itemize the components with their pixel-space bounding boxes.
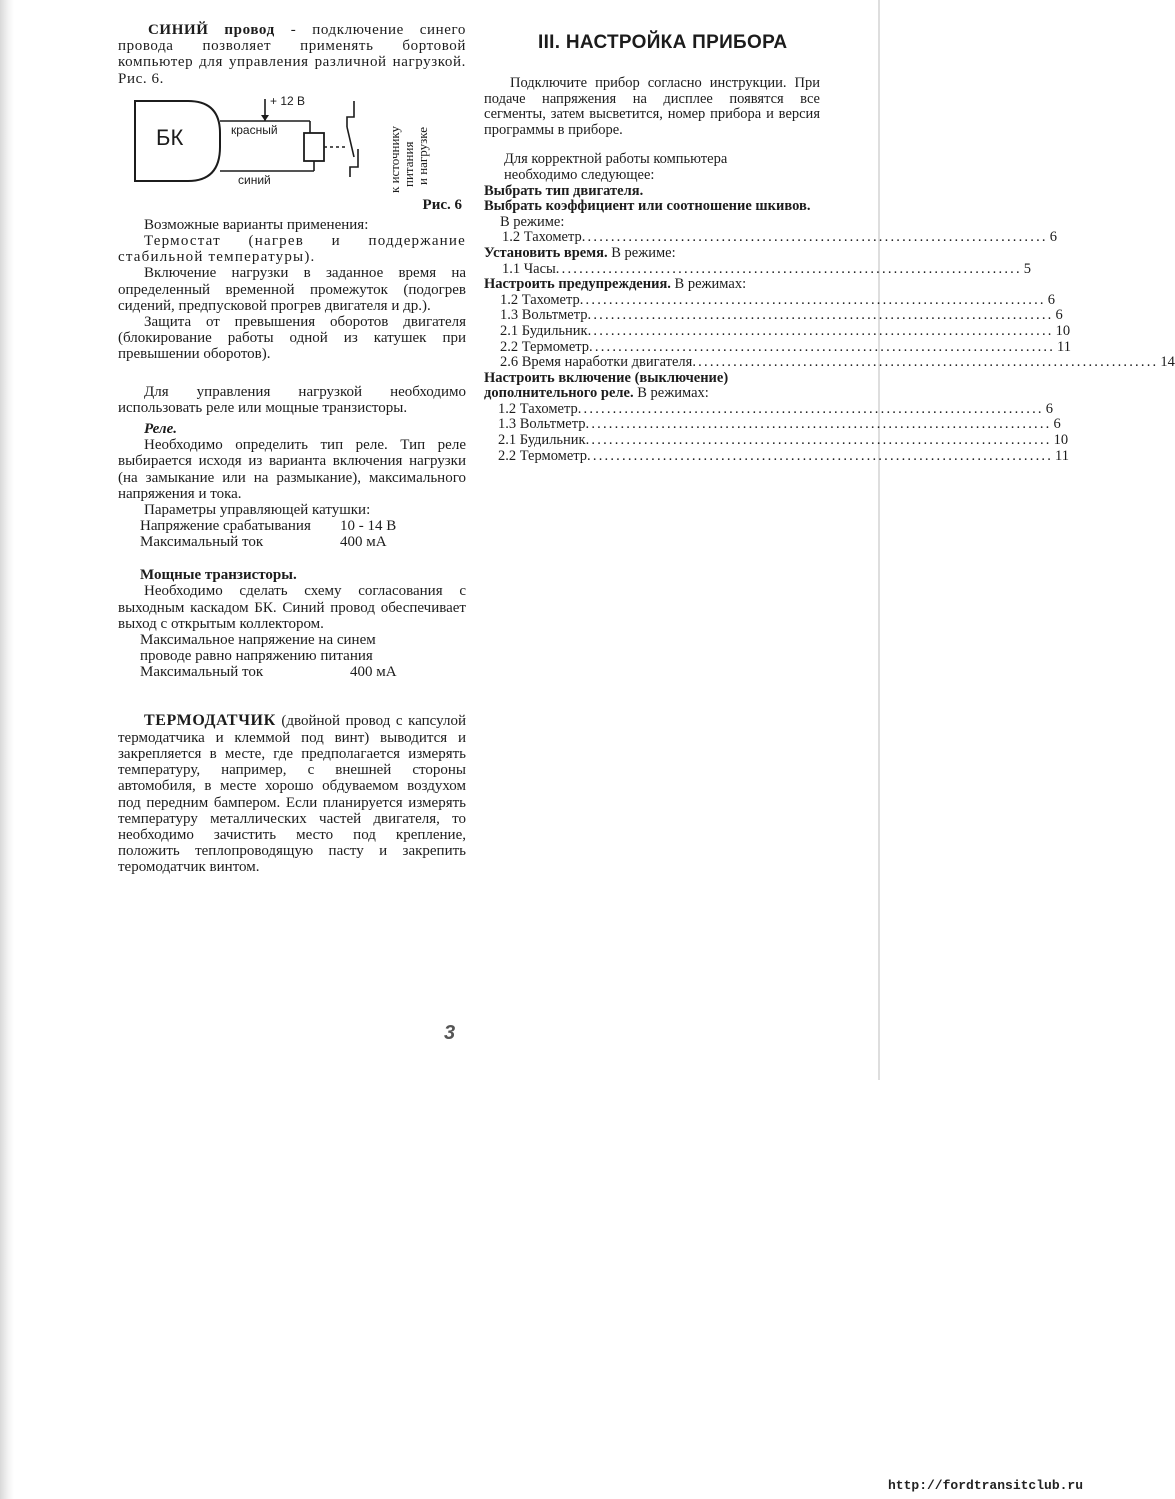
toc-entry bbox=[500, 354, 1175, 371]
left-column bbox=[118, 22, 466, 876]
blue-wire-label: синий bbox=[238, 172, 271, 187]
toc-entry bbox=[498, 432, 1069, 449]
correct-line2: необходимо следующее: bbox=[504, 166, 655, 183]
toc-entry-leader: ................................................................................ bbox=[579, 291, 1046, 308]
toc-entry bbox=[498, 447, 1070, 465]
toc-entry-page: 10 bbox=[1053, 432, 1069, 449]
plus12-arrow bbox=[261, 115, 269, 121]
toc-entry-label: 2.2 Термометр bbox=[500, 338, 590, 355]
use-thermostat: Термостат (нагрев и поддержание стабильной температуры). bbox=[118, 233, 466, 266]
toc-entry bbox=[498, 400, 1053, 418]
relay-title: Реле. bbox=[144, 421, 178, 438]
relay-coil bbox=[304, 133, 324, 161]
right-column bbox=[484, 32, 1175, 464]
trans-current-label: Максимальный ток bbox=[140, 664, 264, 681]
coil-current-label: Максимальный ток bbox=[140, 534, 264, 551]
toc-entry bbox=[500, 307, 1063, 324]
toc-entry-page: 11 bbox=[1055, 447, 1070, 464]
time-heading-text: Установить время. bbox=[484, 244, 608, 261]
relay-contact-top bbox=[347, 101, 354, 127]
warn-heading-mode: В режимах: bbox=[670, 276, 747, 293]
toc-entry-leader: ................................................................................ bbox=[692, 354, 1159, 371]
toc-entry-leader: ................................................................................ bbox=[587, 322, 1054, 339]
side-label-source: к источнику bbox=[387, 125, 402, 193]
toc-coefficient-list bbox=[484, 229, 1057, 246]
trans-current-row bbox=[118, 664, 466, 680]
toc-entry bbox=[502, 229, 1057, 246]
relay-contact-bottom bbox=[350, 149, 358, 177]
toc-entry-leader: ................................................................................ bbox=[587, 447, 1054, 464]
relay-text: Необходимо определить тип реле. Тип реле выбирается исходя из варианта включения нагрузки (на замыкание или на размыкание), максимального напряжения и тока. bbox=[118, 437, 466, 502]
toc-entry-page: 6 bbox=[1053, 416, 1061, 433]
toc-entry-page: 6 bbox=[1047, 291, 1055, 308]
page-number: 3 bbox=[444, 1022, 456, 1044]
section-title: III. НАСТРОЙКА ПРИБОРА bbox=[538, 32, 788, 53]
toc-entry-page: 10 bbox=[1055, 322, 1071, 339]
side-label-power: питания bbox=[401, 141, 416, 187]
toc-relay-list bbox=[484, 400, 1070, 464]
toc-entry-page: 6 bbox=[1055, 307, 1063, 324]
coil-params-title: Параметры управляющей катушки: bbox=[144, 502, 371, 519]
thermosensor-runin: ТЕРМОДАТЧИК bbox=[144, 712, 276, 730]
transistors-text: Необходимо сделать схему согласования с выходным каскадом БК. Синий провод обеспечивает выход с открытым коллектором. bbox=[118, 583, 466, 632]
toc-entry-page: 6 bbox=[1049, 229, 1057, 246]
toc-entry-leader: ................................................................................ bbox=[587, 307, 1054, 324]
time-heading-mode: В режиме: bbox=[607, 244, 676, 261]
toc-entry-leader: ................................................................................ bbox=[555, 260, 1022, 277]
heading-engine-type: Выбрать тип двигателя. bbox=[484, 182, 644, 199]
toc-entry bbox=[500, 291, 1055, 309]
use-timer-load: Включение нагрузки в заданное время на определенный временной промежуток (подогрев сидений, предпусковой прогрев двигателя и др.). bbox=[118, 265, 466, 314]
toc-entry-leader: ................................................................................ bbox=[589, 338, 1056, 355]
toc-entry bbox=[502, 260, 1032, 278]
trans-voltage-line1: Максимальное напряжение на синем bbox=[140, 632, 376, 649]
thermosensor-paragraph bbox=[118, 713, 466, 875]
toc-entry-label: 2.1 Будильник bbox=[500, 322, 588, 339]
footer-url: http://fordtransitclub.ru bbox=[888, 1478, 1084, 1493]
toc-entry bbox=[498, 416, 1061, 433]
toc-entry-page: 11 bbox=[1057, 338, 1072, 355]
correct-line1: Для корректной работы компьютера bbox=[504, 151, 728, 168]
heading-warnings bbox=[484, 277, 820, 293]
heading-relay-line1: Настроить включение (выключение) bbox=[484, 369, 729, 386]
scan-edge-shadow bbox=[0, 0, 14, 1499]
warn-heading-text: Настроить предупреждения. bbox=[484, 276, 671, 293]
toc-entry-label: 1.2 Тахометр bbox=[502, 229, 582, 246]
relay-heading-mode: В режимах: bbox=[633, 385, 709, 402]
toc-entry-page: 6 bbox=[1045, 400, 1053, 417]
toc-entry-page: 5 bbox=[1023, 260, 1032, 277]
bk-label: БК bbox=[156, 124, 184, 150]
toc-entry-label: 2.1 Будильник bbox=[498, 432, 586, 449]
relay-switch-blade bbox=[347, 127, 354, 157]
coil-voltage-row bbox=[118, 518, 466, 534]
toc-entry-leader: ................................................................................ bbox=[585, 432, 1052, 449]
toc-entry-page: 14 bbox=[1160, 354, 1175, 371]
relay-heading-text: дополнительного реле. bbox=[484, 385, 634, 402]
toc-entry-leader: ................................................................................ bbox=[585, 416, 1052, 433]
setup-intro: Подключите прибор согласно инструкции. При подаче напряжения на дисплее появятся все сегменты, затем высветится, номер прибора и версия программы в приборе. bbox=[484, 75, 820, 138]
toc-warnings-list bbox=[484, 291, 1175, 371]
toc-entry-leader: ................................................................................ bbox=[581, 229, 1048, 246]
uses-title: Возможные варианты применения: bbox=[144, 216, 369, 233]
use-rev-protection: Защита от превышения оборотов двигателя (блокирование работы одной из катушек при превышении оборотов). bbox=[118, 314, 466, 363]
coil-current-row bbox=[118, 534, 466, 550]
toc-entry bbox=[500, 322, 1071, 340]
toc-time-list bbox=[484, 260, 1032, 278]
toc-entry-label: 1.2 Тахометр bbox=[500, 291, 580, 308]
side-label-load: и нагрузке bbox=[415, 126, 430, 185]
thermosensor-text: (двойной провод с капсулой термодатчика и клеммой под винт) выводится и закрепляется в месте, где предполагается измерять температуру, например, с внешней стороны автомобиля, в месте хорошо обдуваемом воздухом под передним бампером. Если планируется измерять температуру металлических частей двигателя, то необходимо зачистить место под крепление, положить теплопроводящую пасту и закрепить теромодатчик винтом. bbox=[118, 713, 466, 876]
coil-voltage-value: 10 - 14 В bbox=[340, 518, 397, 535]
toc-entry-label: 2.2 Термометр bbox=[498, 447, 588, 464]
toc-entry bbox=[500, 338, 1072, 356]
toc-entry-label: 1.3 Вольтметр bbox=[500, 307, 588, 324]
figure-caption: Рис. 6 bbox=[422, 196, 462, 213]
plus12-label: + 12 В bbox=[270, 93, 306, 108]
toc-entry-label: 1.2 Тахометр bbox=[498, 400, 578, 417]
heading-coefficient: Выбрать коэффициент или соотношение шкивов. bbox=[484, 198, 811, 215]
red-wire-label: красный bbox=[231, 122, 278, 137]
heading-relay-line2 bbox=[484, 386, 820, 402]
blue-wire-runin: СИНИЙ провод bbox=[148, 22, 275, 38]
toc-entry-label: 1.3 Вольтметр bbox=[498, 416, 586, 433]
trans-voltage-line2: проводе равно напряжению питания bbox=[140, 648, 373, 665]
coil-current-value: 400 мА bbox=[340, 534, 387, 551]
page-fold-line bbox=[878, 0, 880, 1080]
toc-entry-label: 2.6 Время наработки двигателя bbox=[500, 354, 693, 371]
transistors-title: Мощные транзисторы. bbox=[140, 567, 297, 584]
load-control-text: Для управления нагрузкой необходимо использовать реле или мощные транзисторы. bbox=[118, 383, 466, 416]
toc-entry-leader: ................................................................................ bbox=[577, 400, 1044, 417]
wiring-diagram-fig6 bbox=[118, 93, 466, 211]
toc-entry-label: 1.1 Часы bbox=[502, 260, 556, 277]
coef-in-mode: В режиме: bbox=[500, 213, 565, 230]
trans-current-value: 400 мА bbox=[350, 664, 397, 681]
coil-voltage-label: Напряжение срабатывания bbox=[140, 518, 311, 535]
blue-wire-intro bbox=[118, 22, 466, 87]
heading-set-time bbox=[484, 246, 820, 262]
blue-wire-intro-text: - подключение синего провода позволяет применять бортовой компьютер для управления различной нагрузкой. Рис. 6. bbox=[118, 22, 466, 87]
